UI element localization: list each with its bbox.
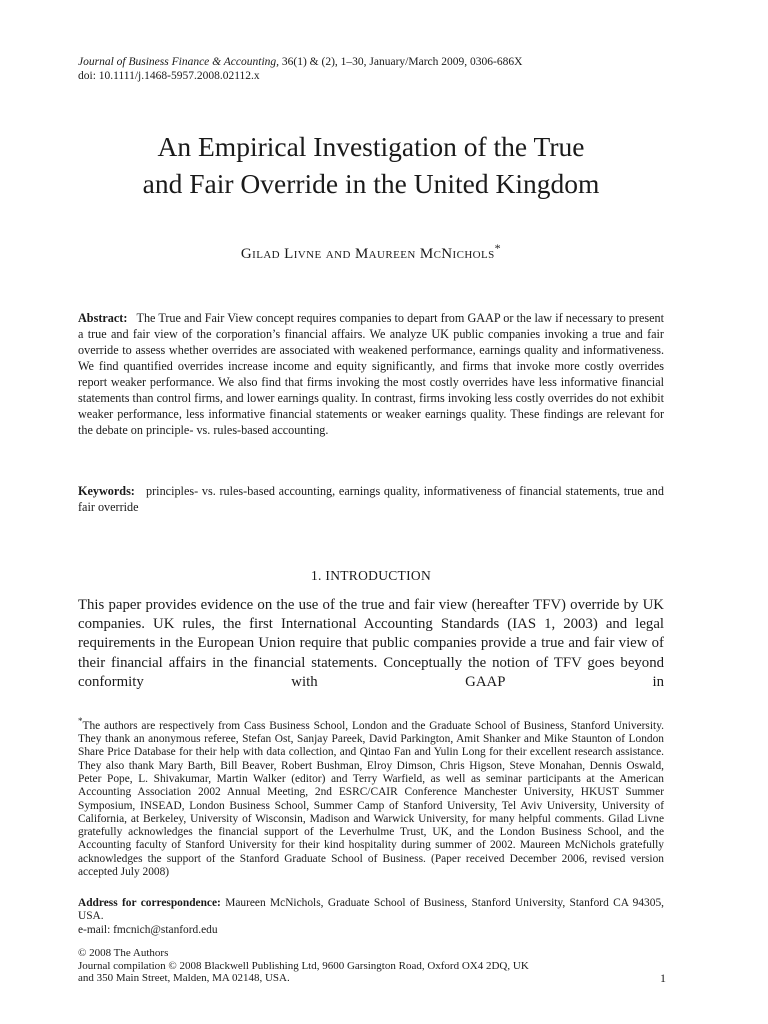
correspondence-text: Maureen McNichols, Graduate School of Business, Stanford University, Stanford CA 94305, USA. <box>78 897 664 923</box>
copyright-line-1: © 2008 The Authors <box>78 947 169 959</box>
abstract <box>78 310 664 438</box>
title-line-2: and Fair Override in the United Kingdom <box>142 168 600 199</box>
correspondence-address <box>78 897 664 937</box>
introduction-paragraph: This paper provides evidence on the use of the true and fair view (hereafter TFV) override by UK companies. UK rules, the first International Accounting Standards (IAS 1, 2003) and legal requirements in the European Union require that public companies provide a true and fair view of their financial affairs in the financial statements. Conceptually the notion of TFV goes beyond conformity with GAAP in <box>78 597 664 690</box>
journal-citation <box>78 55 678 69</box>
title-line-1: An Empirical Investigation of the True <box>157 131 585 162</box>
author-names: Gilad Livne and Maureen McNichols <box>240 246 495 262</box>
abstract-label: Abstract: <box>78 311 128 325</box>
footnote-text: The authors are respectively from Cass Business School, London and the Graduate School of Business, Stanford University. They thank an anonymous referee, Stefan Ost, Sanjay Pareek, David Parkington, Amit Shanker and Mike Staunton of London Share Price Database for their help with data collection, and Qintao Fan and Yulin Long for their excellent research assistance. They also thank Mary Barth, Bill Beaver, Robert Bushman, Elroy Dimson, Chris Higson, Steve Monahan, Dennis Oswald, Peter Pope, L. Shivakumar, Martin Walker (editor) and Terry Warfield, as well as seminar participants at the American Accounting Association 2002 Annual Meeting, 2nd ESRC/CAIR Conference Manchester University, HKUST Summer Symposium, INSEAD, London Business School, Summer Camp of Stanford University, Tel Aviv University, University of California, at Berkeley, University of Wisconsin, Madison and Warwick University, for many helpful comments. Gilad Livne gratefully acknowledges the financial support of the Leverhulme Trust, UK, and the London Business School, and the Accounting faculty of Stanford University for their kind hospitality during summer of 2002. Maureen McNichols gratefully acknowledges the support of the Stanford Graduate School of Business. (Paper received December 2006, revised version accepted July 2008) <box>78 719 664 879</box>
abstract-text: The True and Fair View concept requires companies to depart from GAAP or the law if necessary to present a true and fair view of the corporation’s financial affairs. We analyze UK public companies invoking a true and fair override to assess whether overrides are associated with weakened performance, earnings quality and informativeness. We find quantified overrides increase income and equity significantly, and firms that invoke more costly overrides report weaker performance. We also find that firms invoking the most costly overrides have less informative financial statements than control firms, and lower earnings quality. In contrast, firms invoking less costly overrides do not exhibit weaker performance, less informative financial statements or weaker earnings quality. These findings are relevant for the debate on principle- vs. rules-based accounting. <box>78 311 664 437</box>
journal-header <box>78 55 678 83</box>
author-footnote <box>78 715 664 879</box>
copyright-notice <box>78 947 638 985</box>
footnote-marker: * <box>78 716 83 726</box>
journal-doi: doi: 10.1111/j.1468-5957.2008.02112.x <box>78 70 260 82</box>
section-heading: 1. INTRODUCTION <box>311 568 431 583</box>
author-footnote-marker: * <box>494 241 502 255</box>
copyright-line-3: and 350 Main Street, Malden, MA 02148, USA. <box>78 972 290 985</box>
correspondence-main <box>78 897 664 924</box>
journal-name: Journal of Business Finance & Accounting, <box>78 56 280 68</box>
correspondence-label: Address for correspondence: <box>78 897 221 909</box>
keywords <box>78 483 664 515</box>
keywords-text: principles- vs. rules-based accounting, earnings quality, informativeness of financial statements, true and fair override <box>78 484 664 514</box>
correspondence-email: e-mail: fmcnich@stanford.edu <box>78 923 218 936</box>
paper-title <box>60 128 682 202</box>
page-number: 1 <box>660 971 666 985</box>
journal-issue: 36(1) & (2), 1–30, January/March 2009, 0306-686X <box>279 56 523 68</box>
author-list <box>78 241 664 263</box>
keywords-label: Keywords: <box>78 484 135 498</box>
copyright-line-2: Journal compilation © 2008 Blackwell Publishing Ltd, 9600 Garsington Road, Oxford OX4 2DQ, UK <box>78 959 529 972</box>
